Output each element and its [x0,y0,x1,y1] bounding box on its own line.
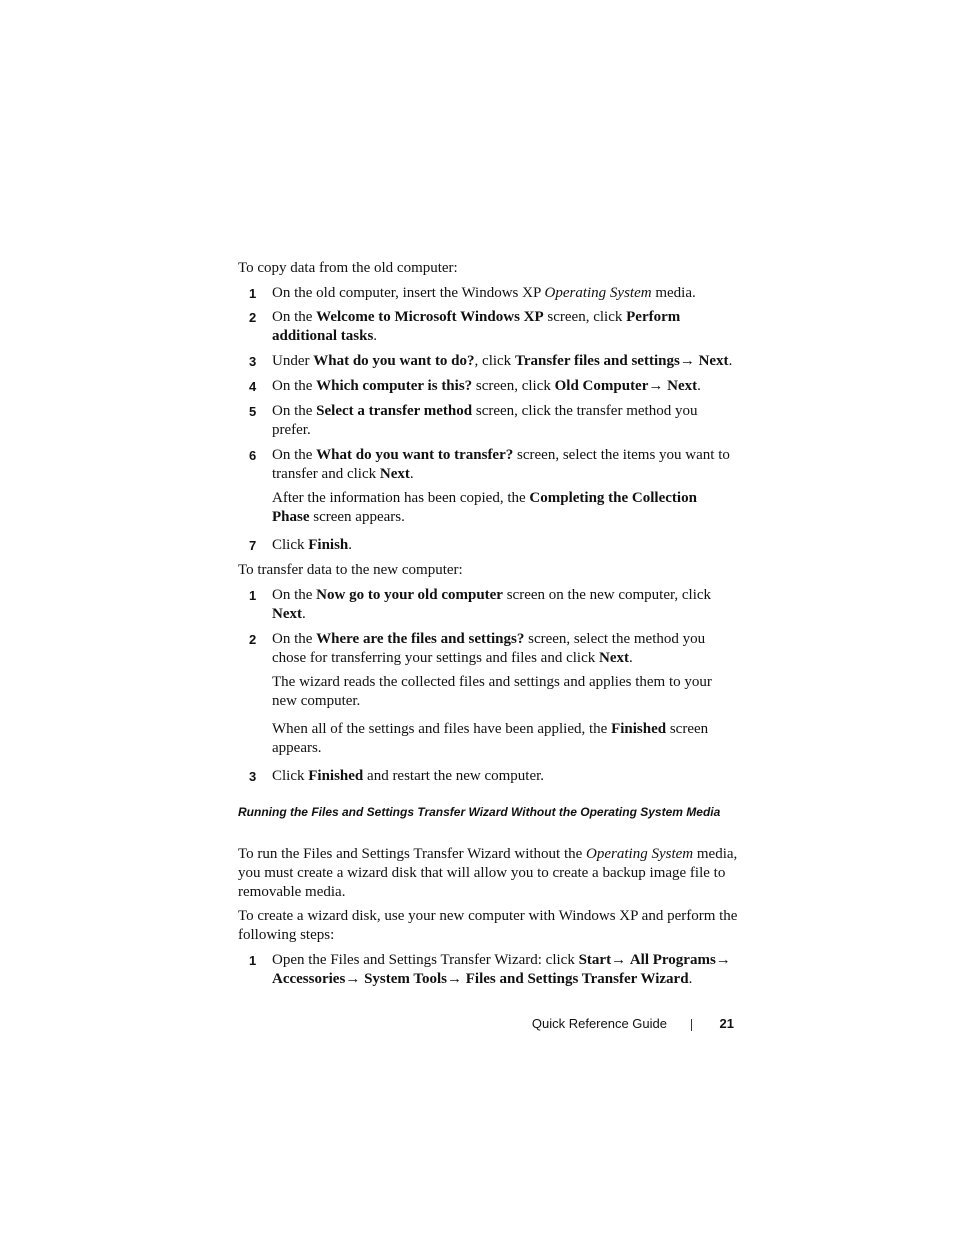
text-run: On the [272,587,317,603]
section1-intro: To copy data from the old computer: [238,260,458,276]
text-run: media. [651,285,696,301]
bold-ui-term: Next [598,650,629,666]
bold-ui-term: Perform additional tasks [272,309,681,344]
step-number: 2 [249,632,257,647]
bold-ui-term: Accessories [272,971,346,987]
text-run: screen appears. [272,721,709,756]
text-run: → [447,971,466,987]
text-run: . [409,466,414,482]
bold-ui-term: Next [379,466,410,482]
step-text [272,767,738,786]
bold-ui-term: Files and Settings Transfer Wizard [465,971,689,987]
text-run: → [679,353,699,369]
step-number: 3 [249,354,257,369]
text-run: screen, click the transfer method you prefer. [272,403,698,438]
step-number: 4 [249,379,257,394]
bold-ui-term: Now go to your old computer [316,587,503,603]
text-run: To run the Files and Settings Transfer Wizard without the [238,846,587,862]
bold-ui-term: Finish [308,537,349,553]
text-run: . [688,971,693,987]
text-run: , click [474,353,515,369]
text-run: The wizard reads the collected files and settings and applies them to your new computer. [272,674,712,709]
step-2-note-a [272,673,738,711]
step-text [272,951,738,989]
bold-ui-term: All Programs [629,952,716,968]
bold-ui-term: Which computer is this? [316,378,473,394]
step-number: 7 [249,538,257,553]
footer-guide-title: Quick Reference Guide [531,1016,667,1031]
section3-paragraph-2 [238,907,738,945]
step-text [272,586,738,624]
step-number: 2 [249,310,257,325]
bold-ui-term: Next [667,378,698,394]
step-6-note [272,489,738,527]
italic-term: Operating System [544,285,652,301]
step-text [272,446,738,484]
page-footer [500,1014,738,1036]
section2-intro: To transfer data to the new computer: [238,562,463,578]
text-run: Under [272,353,314,369]
step-text [272,536,738,555]
text-run: . [628,650,633,666]
step-number: 1 [249,588,257,603]
bold-ui-term: Old Computer [554,378,649,394]
step-2-note-b [272,720,738,758]
italic-term: Operating System [586,846,694,862]
bold-ui-term: What do you want to transfer? [316,447,514,463]
text-run: screen on the new computer, click [502,587,712,603]
text-run: → [648,378,668,394]
text-run: → [345,971,365,987]
text-run: . [697,378,701,394]
text-run: On the old computer, insert the Windows XP [272,285,545,301]
step-text [272,284,738,303]
bold-ui-term: What do you want to do? [313,353,475,369]
bold-ui-term: Completing the Collection Phase [272,490,697,525]
bold-ui-term: Where are the files and settings? [316,631,525,647]
text-run: Click [272,768,309,784]
text-run: screen, click [472,378,555,394]
step-number: 3 [249,769,257,784]
bold-ui-term: Finished [308,768,364,784]
step-text [272,402,738,440]
text-run: and restart the new computer. [363,768,545,784]
bold-ui-term: Select a transfer method [316,403,473,419]
bold-ui-term: Welcome to Microsoft Windows XP [316,309,544,325]
section3-heading: Running the Files and Settings Transfer Wizard Without the Operating System Media [238,805,721,819]
text-run: . [373,328,378,344]
section3-paragraph-1 [238,845,738,902]
footer-separator [691,1019,692,1031]
text-run: screen, click [543,309,627,325]
bold-ui-term: Next [698,353,729,369]
text-run: screen, select the items you want to transfer and click [272,447,730,482]
text-run: When all of the settings and files have been applied, the [272,721,612,737]
text-run: On the [272,447,317,463]
step-number: 6 [249,448,257,463]
text-run: screen appears. [309,509,405,525]
text-run: After the information has been copied, the [272,490,530,506]
text-run: On the [272,378,317,394]
bold-ui-term: Start [578,952,612,968]
text-run: → [715,952,731,968]
bold-ui-term: Transfer files and settings [514,353,680,369]
step-text [272,630,738,668]
text-run: To create a wizard disk, use your new computer with Windows XP and perform the following steps: [238,908,738,943]
text-run: media, you must create a wizard disk that will allow you to create a backup image file to removable media. [238,846,738,900]
bold-ui-term: System Tools [364,971,448,987]
text-run: . [302,606,306,622]
text-run: On the [272,631,317,647]
text-run: . [348,537,353,553]
step-number: 1 [249,953,257,968]
text-run: Click [272,537,309,553]
bold-ui-term: Finished [611,721,667,737]
step-text [272,377,738,396]
text-run: → [611,952,630,968]
text-run: screen, select the method you chose for transferring your settings and files and click [272,631,706,666]
text-run: . [728,353,733,369]
step-text [272,352,738,371]
step-text [272,308,738,346]
text-run: On the [272,403,317,419]
page-number: 21 [719,1016,734,1031]
bold-ui-term: Next [272,606,302,622]
text-run: On the [272,309,317,325]
step-number: 5 [249,404,257,419]
text-run: Open the Files and Settings Transfer Wizard: click [272,952,579,968]
step-number: 1 [249,286,257,301]
